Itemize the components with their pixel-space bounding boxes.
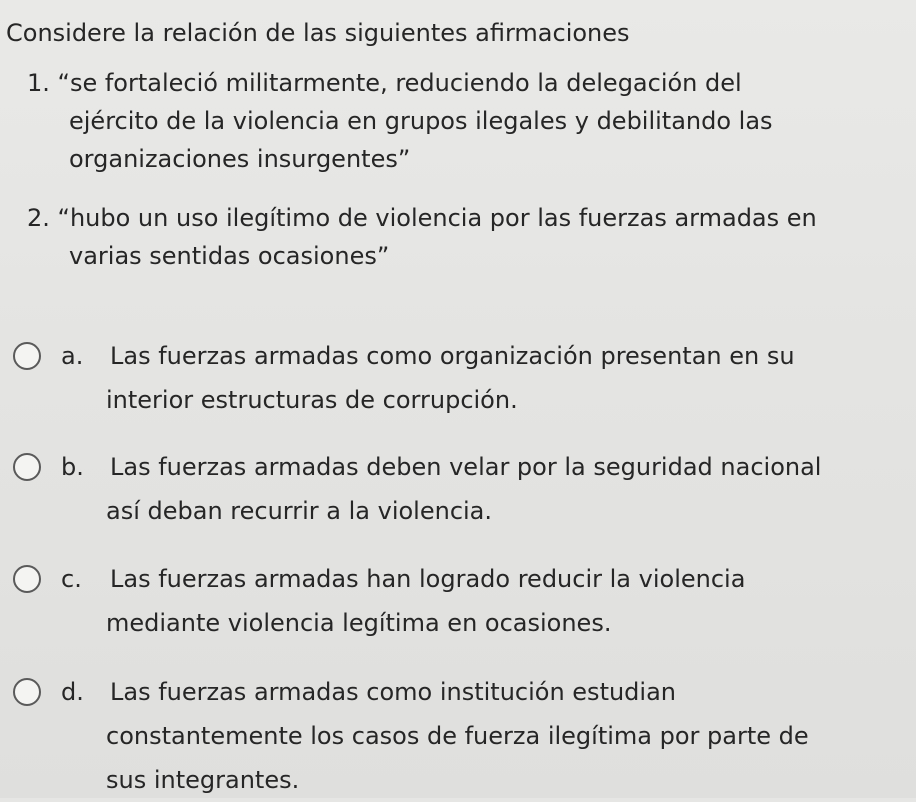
option-text [106,670,809,802]
option-text-line: así deban recurrir a la violencia. [106,497,493,525]
option-text-line: Las fuerzas armadas como organización presentan en su [110,342,795,370]
statement-line: 2. “hubo un uso ilegítimo de violencia por las fuerzas armadas en [27,204,817,232]
option-text [106,334,795,422]
option-text-line: mediante violencia legítima en ocasiones. [106,609,612,637]
radio-button-a[interactable] [13,342,41,370]
answer-option-b[interactable] [0,441,916,551]
answer-option-d[interactable] [0,664,916,798]
statement-line: organizaciones insurgentes” [69,145,411,173]
option-text-line: interior estructuras de corrupción. [106,386,518,414]
option-text [106,445,822,533]
option-text-line: constantemente los casos de fuerza ilegítima por parte de [106,722,809,750]
option-text-line: Las fuerzas armadas como institución estudian [110,678,677,706]
statement-line: ejército de la violencia en grupos ilegales y debilitando las [69,107,773,135]
statement-1 [27,64,773,178]
radio-button-b[interactable] [13,453,41,481]
statement-2 [27,199,817,275]
statement-line: 1. “se fortaleció militarmente, reduciendo la delegación del [27,69,742,97]
statement-line: varias sentidas ocasiones” [69,242,390,270]
option-text-line: Las fuerzas armadas han logrado reducir la violencia [110,565,746,593]
answer-option-c[interactable] [0,551,916,661]
option-letter: b. [61,453,84,481]
option-letter: a. [61,342,84,370]
option-text-line: sus integrantes. [106,766,300,794]
option-text [106,557,746,645]
radio-button-c[interactable] [13,565,41,593]
option-letter: c. [61,565,82,593]
option-text-line: Las fuerzas armadas deben velar por la seguridad nacional [110,453,822,481]
question-title: Considere la relación de las siguientes afirmaciones [6,19,630,47]
answer-option-a[interactable] [0,330,916,440]
option-letter: d. [61,678,84,706]
radio-button-d[interactable] [13,678,41,706]
